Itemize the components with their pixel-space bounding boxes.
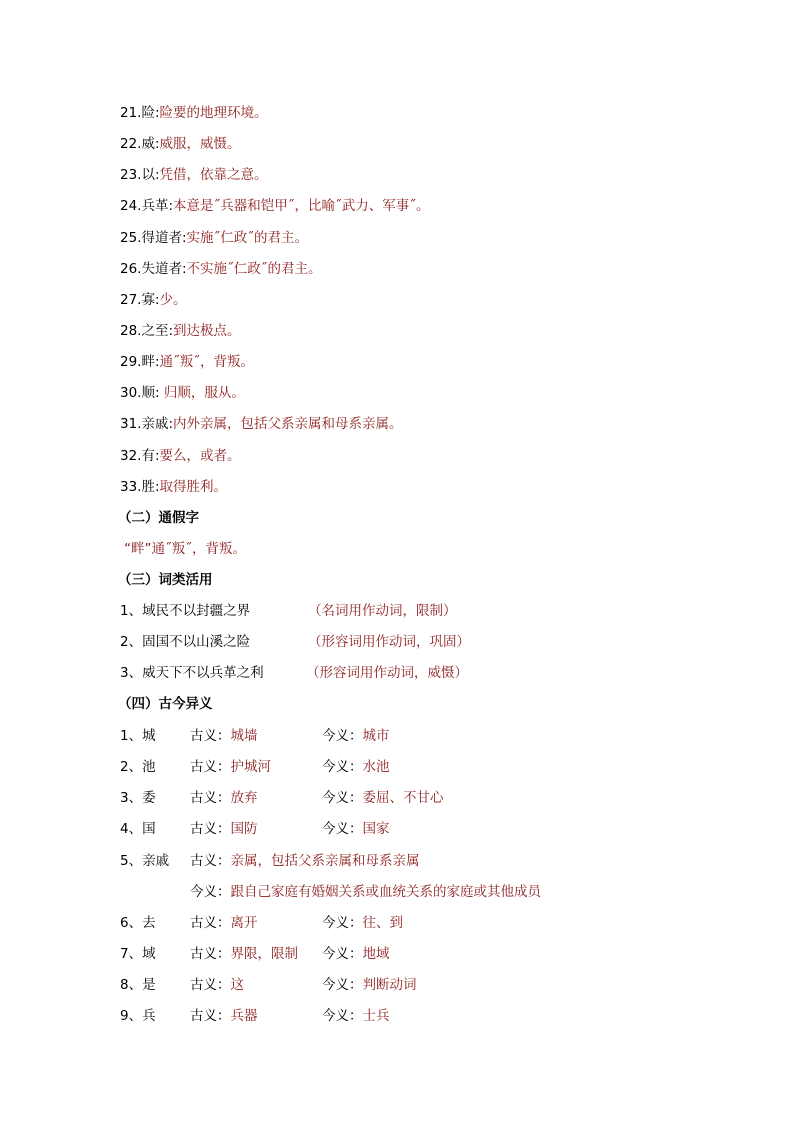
item-definition: 本意是˝兵器和铠甲˝，比喻˝武力、军事˝。: [173, 198, 430, 214]
item-number: 33.: [120, 479, 142, 495]
modern-value: 判断动词: [362, 977, 417, 993]
meaning-row: [120, 851, 720, 871]
item-term: 得道者:: [141, 230, 187, 246]
modern-value: 城市: [362, 728, 390, 744]
item-term: 威:: [141, 136, 160, 152]
ancient-label: 古义：: [190, 759, 231, 775]
usage-note: （形容词用作动词，巩固）: [308, 634, 470, 650]
definition-item: [120, 446, 241, 466]
ancient-label: 古义：: [190, 977, 231, 993]
definition-item: [120, 134, 241, 154]
item-number: 28.: [120, 323, 142, 339]
ancient-meaning: [190, 757, 271, 777]
modern-meaning: [322, 975, 417, 995]
item-number: 25.: [120, 230, 142, 246]
section-heading-tongjiazi: （二）通假字: [118, 510, 199, 526]
item-definition: 不实施˝仁政˝的君主。: [186, 261, 322, 277]
ancient-meaning: [190, 975, 244, 995]
item-number: 27.: [120, 292, 142, 308]
definition-item: [120, 196, 430, 216]
modern-meaning: [322, 944, 390, 964]
definition-item: [120, 383, 245, 403]
meaning-row: [120, 819, 720, 839]
ancient-value: 城墙: [230, 728, 258, 744]
meaning-row: [120, 944, 720, 964]
meaning-word: 5、亲戚: [120, 853, 170, 869]
ancient-value: 兵器: [230, 1008, 258, 1024]
meaning-word: 9、兵: [120, 1008, 156, 1024]
item-number: 23.: [120, 167, 142, 183]
ancient-label: 古义：: [190, 790, 231, 806]
item-definition: 归顺，服从。: [159, 385, 245, 401]
section-heading-gujinyiyi: （四）古今异义: [118, 696, 213, 712]
meaning-word: 3、委: [120, 790, 156, 806]
item-term: 顺:: [141, 385, 160, 401]
item-definition: 少。: [159, 292, 187, 308]
modern-value: 往、到: [362, 915, 403, 931]
modern-value: 国家: [362, 821, 390, 837]
definition-item: [120, 477, 227, 497]
item-number: 29.: [120, 354, 142, 370]
modern-value: 地域: [362, 946, 390, 962]
modern-label: 今义：: [190, 884, 231, 900]
ancient-meaning: [190, 726, 258, 746]
item-definition: 险要的地理环境。: [159, 105, 268, 121]
modern-meaning: [322, 757, 390, 777]
modern-label: 今义：: [322, 915, 363, 931]
usage-sentence: 3、威天下不以兵革之利: [120, 665, 264, 681]
ancient-label: 古义：: [190, 915, 231, 931]
meaning-row: [120, 1006, 720, 1026]
item-number: 24.: [120, 198, 142, 214]
usage-note: （名词用作动词，限制）: [308, 603, 457, 619]
usage-sentence: 2、固国不以山溪之险: [120, 634, 251, 650]
item-term: 有:: [141, 448, 160, 464]
item-term: 寡:: [141, 292, 160, 308]
definition-item: [120, 352, 254, 372]
item-term: 以:: [141, 167, 160, 183]
item-number: 31.: [120, 416, 142, 432]
meaning-word: 2、池: [120, 759, 156, 775]
modern-meaning: [322, 788, 444, 808]
item-definition: 凭借，依靠之意。: [159, 167, 268, 183]
modern-value: 跟自己家庭有婚姻关系或血统关系的家庭或其他成员: [230, 884, 541, 900]
item-number: 21.: [120, 105, 142, 121]
modern-meaning: [190, 882, 541, 902]
definition-item: [120, 259, 322, 279]
ancient-value: 离开: [230, 915, 258, 931]
item-term: 险:: [141, 105, 160, 121]
word-usage-item: [120, 632, 470, 652]
item-term: 胜:: [141, 479, 160, 495]
meaning-word: 7、域: [120, 946, 156, 962]
section-heading-cileihuoyong: （三）词类活用: [118, 572, 213, 588]
item-definition: 通˝叛˝，背叛。: [159, 354, 255, 370]
ancient-value: 亲属，包括父系亲属和母系亲属: [230, 853, 420, 869]
item-definition: 要么，或者。: [159, 448, 241, 464]
ancient-meaning: [190, 913, 258, 933]
modern-label: 今义：: [322, 759, 363, 775]
ancient-meaning: [190, 788, 258, 808]
definition-item: [120, 414, 403, 434]
ancient-meaning: [190, 1006, 258, 1026]
modern-label: 今义：: [322, 790, 363, 806]
meaning-word: 6、去: [120, 915, 156, 931]
ancient-meaning: [190, 851, 420, 871]
modern-label: 今义：: [322, 1008, 363, 1024]
item-term: 兵革:: [141, 198, 174, 214]
item-definition: 到达极点。: [173, 323, 241, 339]
meaning-row-continued: [120, 882, 720, 902]
meaning-word: 8、是: [120, 977, 156, 993]
meaning-word: 4、国: [120, 821, 156, 837]
meaning-word: 1、城: [120, 728, 156, 744]
ancient-meaning: [190, 944, 298, 964]
ancient-label: 古义：: [190, 821, 231, 837]
ancient-meaning: [190, 819, 258, 839]
item-number: 26.: [120, 261, 142, 277]
modern-value: 水池: [362, 759, 390, 775]
usage-sentence: 1、域民不以封疆之界: [120, 603, 251, 619]
item-definition: 实施˝仁政˝的君主。: [186, 230, 309, 246]
item-number: 30.: [120, 385, 142, 401]
word-usage-item: [120, 601, 457, 621]
modern-value: 士兵: [362, 1008, 390, 1024]
modern-label: 今义：: [322, 946, 363, 962]
modern-value: 委屈、不甘心: [362, 790, 444, 806]
item-term: 亲戚:: [141, 416, 174, 432]
meaning-row: [120, 913, 720, 933]
item-term: 失道者:: [141, 261, 187, 277]
modern-meaning: [322, 913, 403, 933]
tongjiazi-content: “畔”通˝叛˝，背叛。: [124, 541, 246, 557]
ancient-label: 古义：: [190, 853, 231, 869]
item-definition: 取得胜利。: [159, 479, 228, 495]
meaning-row: [120, 757, 720, 777]
ancient-value: 放弃: [230, 790, 258, 806]
ancient-value: 护城河: [230, 759, 271, 775]
ancient-value: 国防: [230, 821, 258, 837]
word-usage-item: [120, 663, 468, 683]
definition-item: [120, 321, 241, 341]
definition-item: [120, 228, 308, 248]
modern-label: 今义：: [322, 728, 363, 744]
meaning-row: [120, 975, 720, 995]
item-definition: 威服，威慑。: [159, 136, 241, 152]
modern-label: 今义：: [322, 977, 363, 993]
definition-item: [120, 290, 187, 310]
modern-meaning: [322, 1006, 390, 1026]
modern-meaning: [322, 726, 390, 746]
definition-item: [120, 165, 268, 185]
item-number: 22.: [120, 136, 142, 152]
ancient-value: 界限，限制: [230, 946, 298, 962]
modern-meaning: [322, 819, 390, 839]
meaning-row: [120, 726, 720, 746]
usage-note: （形容词用作动词，威慑）: [306, 665, 468, 681]
item-definition: 内外亲属，包括父系亲属和母系亲属。: [173, 416, 403, 432]
ancient-label: 古义：: [190, 946, 231, 962]
definition-item: [120, 103, 268, 123]
ancient-value: 这: [230, 977, 244, 993]
item-term: 之至:: [141, 323, 174, 339]
item-number: 32.: [120, 448, 142, 464]
ancient-label: 古义：: [190, 1008, 231, 1024]
modern-label: 今义：: [322, 821, 363, 837]
meaning-row: [120, 788, 720, 808]
ancient-label: 古义：: [190, 728, 231, 744]
item-term: 畔:: [141, 354, 160, 370]
